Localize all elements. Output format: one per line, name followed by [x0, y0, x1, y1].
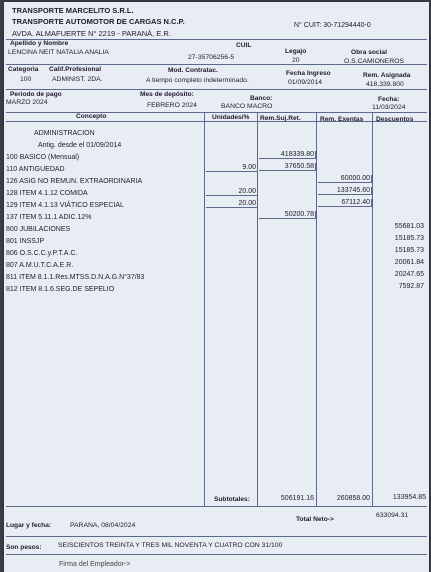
employee-name: LENCINA NEIT NATALIA ANALIA: [8, 49, 109, 56]
concept-label: 806 O.S.C.C.y.P.T.A.C.: [6, 250, 78, 257]
column-divider: [372, 113, 373, 506]
divider: [6, 89, 427, 90]
concept-rem-exentas: 60000.00: [318, 175, 372, 183]
divider: [6, 112, 427, 113]
periodo-label: Periodo de pago: [10, 91, 62, 98]
concept-label: 801 INSSJP: [6, 238, 45, 245]
company-name: TRANSPORTE MARCELITO S.R.L.: [12, 6, 134, 15]
concept-descuentos: 20247.65: [394, 271, 424, 278]
son-pesos-value: SEISCIENTOS TREINTA Y TRES MIL NOVENTA Y CUATRO CON 31/100: [58, 542, 283, 549]
fecha-ingreso-label: Fecha Ingreso: [286, 70, 331, 77]
banco-label: Banco:: [250, 95, 273, 102]
concept-label: 110 ANTIGUEDAD: [6, 166, 65, 173]
legajo-label: Legajo: [285, 48, 307, 55]
fecha-pago-label: Fecha:: [378, 96, 400, 103]
concept-rem-suj: 50200.78: [259, 211, 316, 219]
fecha-pago-value: 11/03/2024: [372, 104, 406, 111]
concept-label: 129 ITEM 4.1.13 VIÁTICO ESPECIAL: [6, 202, 124, 209]
divider: [6, 506, 427, 507]
concept-descuentos: 15185.73: [394, 235, 424, 242]
subtotales-label: Subtotales:: [214, 496, 250, 503]
concept-unidades: 9.00: [206, 164, 258, 172]
concept-label: 811 ITEM 8.1.1.Res.MTSS.D.N.A.G.N°37/83: [6, 274, 145, 281]
concept-label: 128 ITEM 4.1.12 COMIDA: [6, 190, 88, 197]
column-divider: [204, 113, 205, 506]
categoria-label: Categoria: [8, 66, 39, 73]
payslip-sheet: [4, 2, 429, 572]
concept-descuentos: 15185.73: [394, 247, 424, 254]
employee-legajo: 20: [292, 57, 300, 64]
concept-rem-suj: 37650.58: [259, 163, 316, 171]
concept-rem-exentas: 133745.60: [318, 187, 372, 195]
concept-descuentos: 55681.03: [394, 223, 424, 230]
column-divider: [316, 113, 317, 506]
concept-rem-suj: 418339.80: [259, 151, 316, 159]
mes-deposito-label: Mes de depósito:: [140, 91, 194, 98]
concept-label: 126 ASIG NO REMUN. EXTRAORDINARIA: [6, 178, 143, 185]
company-cuit: N° CUIT: 30-71294440-0: [294, 22, 371, 29]
calif-value: ADMINIST. 2DA.: [52, 76, 103, 83]
modalidad-label: Mod. Contratac.: [168, 67, 218, 74]
divider: [6, 39, 427, 40]
employee-cuil: 27-35706256-5: [188, 54, 235, 61]
antiguedad-note: Antig. desde el 01/09/2014: [38, 142, 122, 149]
firma-empleador: Firma del Empleador->: [59, 561, 131, 568]
employee-obra: O.S.CAMIONEROS: [344, 58, 405, 65]
rem-asignada-value: 418,339.800: [366, 81, 404, 88]
concept-rem-exentas: 67112.40: [318, 199, 372, 207]
rem-asignada-label: Rem. Asignada: [363, 72, 411, 79]
concept-label: 100 BASICO (Mensual): [6, 154, 80, 161]
subtotal-rem-exentas: 260858.00: [336, 495, 370, 502]
divider: [6, 536, 427, 537]
mes-deposito-value: FEBRERO 2024: [147, 102, 197, 109]
concept-label: 800 JUBILACIONES: [6, 226, 71, 233]
company-activity: TRANSPORTE AUTOMOTOR DE CARGAS N.C.P.: [12, 17, 185, 26]
col-descuentos: Descuentos: [376, 116, 414, 123]
divider: [6, 554, 427, 555]
lugar-fecha-label: Lugar y fecha:: [6, 522, 52, 529]
section-title: ADMINISTRACION: [34, 130, 95, 137]
subtotal-rem-suj: 506191.16: [280, 495, 314, 502]
periodo-value: MARZO 2024: [6, 99, 48, 106]
concept-label: 812 ITEM 8.1.6.SEG.DE SEPELIO: [6, 286, 115, 293]
concept-unidades: 20.00: [206, 200, 258, 208]
subtotal-descuentos: 133954.85: [392, 494, 426, 501]
cuil-label: CUIL: [236, 42, 252, 49]
concept-label: 137 ITEM 5.11.1 ADIC.12%: [6, 214, 92, 221]
calif-label: Calif.Profesional: [49, 66, 102, 73]
total-neto-label: Total Neto->: [296, 516, 334, 523]
company-address: AVDA. ALMAFUERTE N° 2219 - PARANÁ, E.R.: [12, 29, 171, 38]
son-pesos-label: Son pesos:: [6, 544, 42, 551]
modalidad-value: A tiempo completo indeterminado.: [146, 77, 249, 84]
col-concepto: Concepto: [76, 113, 107, 120]
categoria-value: 100: [20, 76, 32, 83]
col-rem-exentas: Rem. Exentas: [320, 116, 364, 123]
concept-descuentos: 20061.84: [394, 259, 424, 266]
obra-label: Obra social: [351, 49, 387, 56]
banco-value: BANCO MACRO: [221, 103, 273, 110]
divider: [6, 121, 427, 122]
lugar-fecha-value: PARANA, 08/04/2024: [70, 522, 136, 529]
concept-unidades: 20.00: [206, 188, 258, 196]
total-neto-value: 633094.31: [376, 512, 409, 519]
concept-label: 807 A.M.U.T.C.A.E.R.: [6, 262, 74, 269]
col-rem-suj: Rem.Suj.Ret.: [260, 115, 301, 122]
fecha-ingreso-value: 01/09/2014: [288, 79, 323, 86]
concept-descuentos: 7592.87: [398, 283, 424, 290]
name-label: Apellido y Nombre: [10, 40, 69, 47]
col-unidades: Unidades/%: [212, 114, 250, 121]
